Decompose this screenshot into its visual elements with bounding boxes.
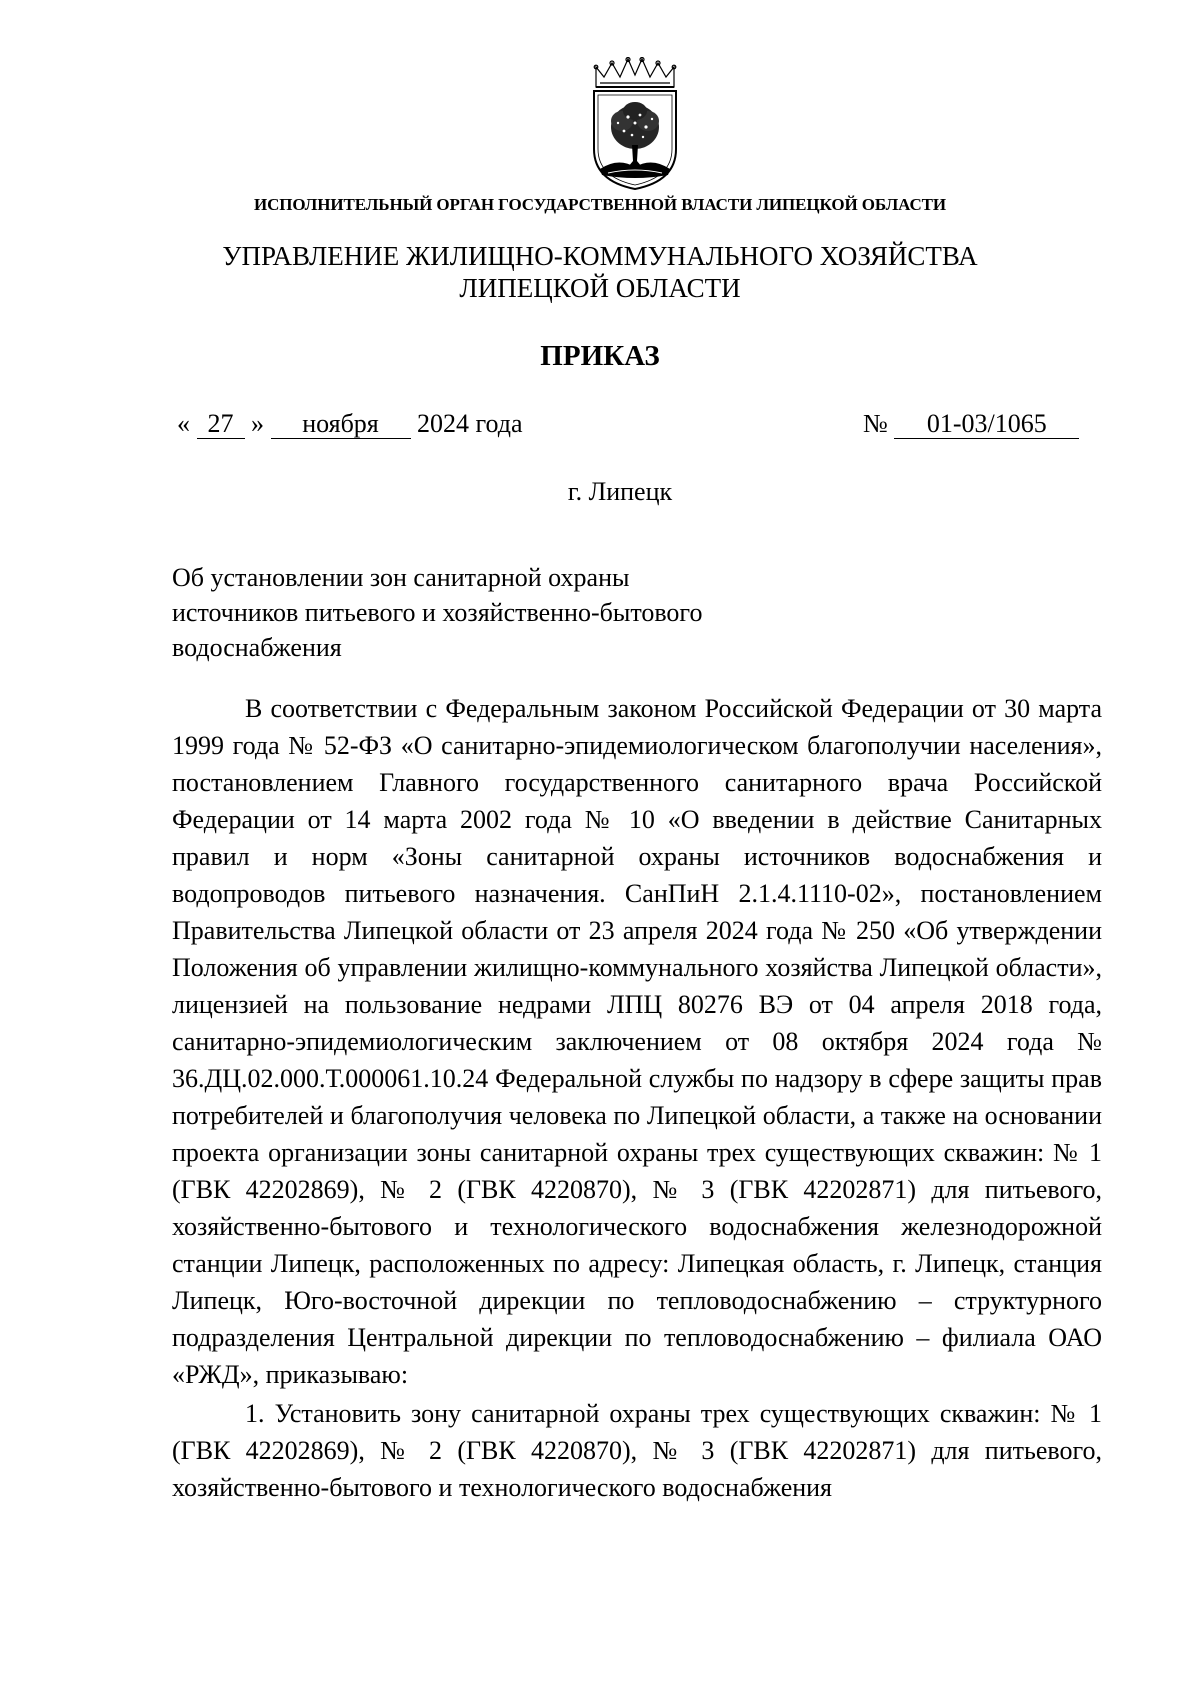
preamble-paragraph: В соответствии с Федеральным законом Российской Федерации от 30 марта 1999 года № 52-ФЗ «О санитарно-эпидемиологическом благополучии населения», постановлением Главного государственного санитарного врача Российской Федерации от 14 марта 2002 года № 10 «О введении в действие Санитарных правил и норм «Зоны санитарной охраны источников водоснабжения и водопроводов питьевого назначения. СанПиН 2.1.4.1110-02», постановлением Правительства Липецкой области от 23 апреля 2024 года № 250 «Об утверждении Положения об управлении жилищно-коммунального хозяйства Липецкой области», лицензией на пользование недрами ЛПЦ 80276 ВЭ от 04 апреля 2018 года, санитарно-эпидемиологическим заключением от 08 октября 2024 года № 36.ДЦ.02.000.Т.000061.10.24 Федеральной службы по надзору в сфере защиты прав потребителей и благополучия человека по Липецкой области, а также на основании проекта организации зоны санитарной охраны трех существующих скважин: № 1 (ГВК 42202869), № 2 (ГВК 4220870), № 3 (ГВК 42202871) для питьевого, хозяйственно-бытового и технологического водоснабжения железнодорожной станции Липецк, расположенных по адресу: Липецкая область, г. Липецк, станция Липецк, Юго-восточной дирекции по тепловодоснабжению – структурного подразделения Центральной дирекции по тепловодоснабжению – филиала ОАО «РЖД», приказываю: — [172, 694, 1102, 1389]
date-month: ноября — [271, 410, 411, 439]
number-value: 01-03/1065 — [894, 410, 1079, 439]
order-item-1: 1. Установить зону санитарной охраны трех существующих скважин: № 1 (ГВК 42202869), № 2 (ГВК 4220870), № 3 (ГВК 42202871) для питьевого, хозяйственно-бытового и технологического водоснабжения — [172, 1399, 1102, 1502]
city: г. Липецк — [567, 477, 673, 506]
department-name-line2: ЛИПЕЦКОЙ ОБЛАСТИ — [459, 273, 741, 303]
department-name-line1: УПРАВЛЕНИЕ ЖИЛИЩНО-КОММУНАЛЬНОГО ХОЗЯЙСТВА — [222, 241, 978, 271]
subject-line2: источников питьевого и хозяйственно-бытового — [172, 598, 703, 627]
department-name — [0, 240, 1200, 304]
quote-open: « — [177, 409, 190, 438]
quote-close: » — [251, 409, 264, 438]
subject-line3: водоснабжения — [172, 633, 342, 662]
date-year: 2024 года — [417, 409, 523, 438]
document-date — [177, 409, 523, 439]
number-sign: № — [863, 409, 888, 438]
document-subject — [172, 560, 792, 665]
document-body — [172, 690, 1102, 1506]
document-number — [863, 409, 1079, 439]
coat-of-arms-icon — [588, 57, 682, 191]
document-type: ПРИКАЗ — [540, 340, 660, 372]
subject-line1: Об установлении зон санитарной охраны — [172, 563, 630, 592]
org-name: ИСПОЛНИТЕЛЬНЫЙ ОРГАН ГОСУДАРСТВЕННОЙ ВЛАСТИ ЛИПЕЦКОЙ ОБЛАСТИ — [253, 195, 947, 214]
date-day: 27 — [197, 410, 245, 439]
